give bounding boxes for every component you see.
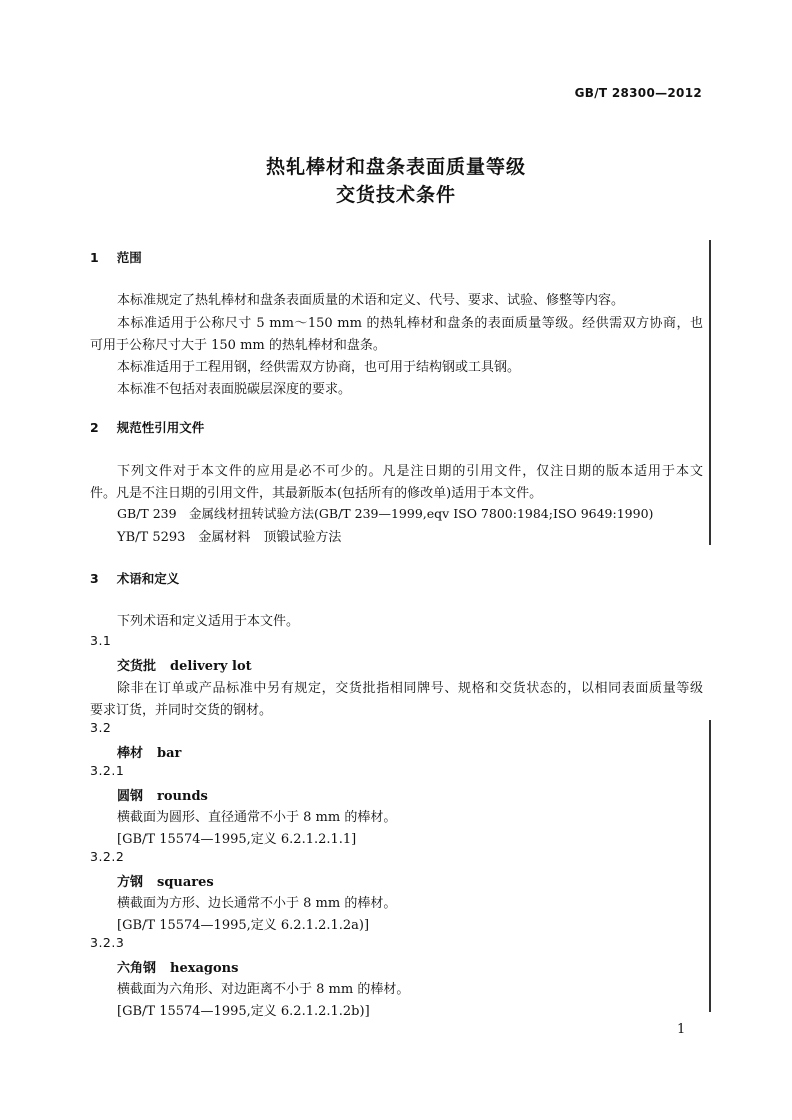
term-english: bar <box>157 746 182 761</box>
term-chinese: 交货批 <box>117 659 157 674</box>
section-title: 范围 <box>116 250 142 265</box>
term-english: squares <box>157 875 214 890</box>
document-subtitle: 交货技术条件 <box>335 184 456 206</box>
source-reference: [GB/T 15574—1995,定义 6.2.1.2.1.2a)] <box>117 918 370 933</box>
paragraph: 本标准不包括对表面脱碳层深度的要求。 <box>117 382 352 397</box>
paragraph: 本标准适用于公称尺寸 5 mm～150 mm 的热轧棒材和盘条的表面质量等级。经供需双方协商，也 <box>117 316 703 331</box>
term-chinese: 方钢 <box>117 875 144 890</box>
section-heading-2 <box>90 418 204 436</box>
section-heading-1 <box>90 248 142 266</box>
clause-number: 3.1 <box>90 633 112 648</box>
definition: 横截面为圆形、直径通常不小于 8 mm 的棒材。 <box>117 810 397 825</box>
standard-code: GB/T 28300—2012 <box>574 86 702 100</box>
term-chinese: 圆钢 <box>117 789 144 804</box>
clause-number: 3.2.3 <box>90 935 125 950</box>
clause-number: 3.2.1 <box>90 763 125 778</box>
revision-bar <box>709 240 711 545</box>
definition-continuation: 要求订货，并同时交货的钢材。 <box>90 703 273 718</box>
section-number: 3 <box>90 571 99 586</box>
definition: 横截面为方形、边长通常不小于 8 mm 的棒材。 <box>117 896 397 911</box>
document-title: 热轧棒材和盘条表面质量等级 <box>265 156 526 178</box>
definition: 除非在订单或产品标准中另有规定，交货批指相同牌号、规格和交货状态的，以相同表面质量等级 <box>117 681 703 696</box>
page-number: 1 <box>677 1022 686 1037</box>
clause-number: 3.2 <box>90 720 112 735</box>
definition: 横截面为六角形、对边距离不小于 8 mm 的棒材。 <box>117 982 410 997</box>
term-entry <box>117 871 214 890</box>
paragraph: 下列术语和定义适用于本文件。 <box>117 614 300 629</box>
term-english: rounds <box>157 789 208 804</box>
paragraph: 本标准适用于工程用钢，经供需双方协商，也可用于结构钢或工具钢。 <box>117 360 521 375</box>
term-english: delivery lot <box>170 659 252 674</box>
term-entry <box>117 785 208 804</box>
section-number: 1 <box>90 250 99 265</box>
source-reference: [GB/T 15574—1995,定义 6.2.1.2.1.2b)] <box>117 1004 370 1019</box>
paragraph-continuation: 可用于公称尺寸大于 150 mm 的热轧棒材和盘条。 <box>90 338 386 353</box>
section-title: 术语和定义 <box>116 571 180 586</box>
term-english: hexagons <box>170 961 239 976</box>
paragraph: 本标准规定了热轧棒材和盘条表面质量的术语和定义、代号、要求、试验、修整等内容。 <box>117 293 625 308</box>
revision-bar <box>709 720 711 1012</box>
term-entry <box>117 655 252 674</box>
reference-item: YB/T 5293 金属材料 顶锻试验方法 <box>117 530 342 545</box>
term-entry <box>117 742 181 761</box>
clause-number: 3.2.2 <box>90 849 125 864</box>
paragraph-continuation: 件。凡是不注日期的引用文件，其最新版本(包括所有的修改单)适用于本文件。 <box>90 486 543 501</box>
paragraph: 下列文件对于本文件的应用是必不可少的。凡是注日期的引用文件，仅注日期的版本适用于本文 <box>117 464 703 479</box>
source-reference: [GB/T 15574—1995,定义 6.2.1.2.1.1] <box>117 832 357 847</box>
term-chinese: 六角钢 <box>117 961 157 976</box>
reference-item: GB/T 239 金属线材扭转试验方法(GB/T 239—1999,eqv ISO 7800:1984;ISO 9649:1990) <box>117 506 654 521</box>
section-title: 规范性引用文件 <box>116 420 205 435</box>
section-heading-3 <box>90 569 179 587</box>
term-chinese: 棒材 <box>117 746 144 761</box>
term-entry <box>117 957 238 976</box>
section-number: 2 <box>90 420 99 435</box>
